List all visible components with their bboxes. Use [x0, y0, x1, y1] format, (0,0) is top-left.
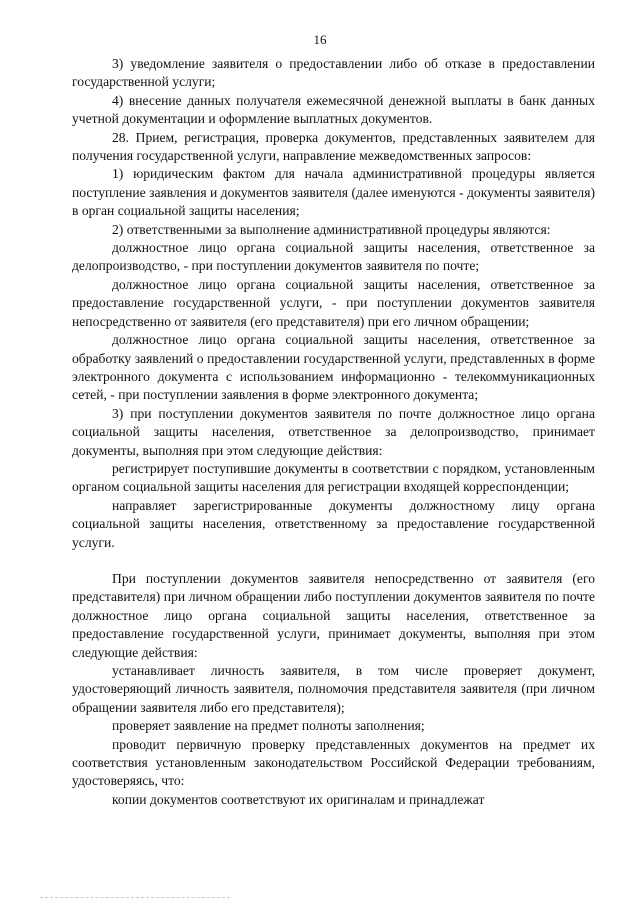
paragraph-forwards: направляет зарегистрированные документы должностному лицу органа социальной защиты населения, ответственному за предоставление государственной услуги. — [72, 497, 595, 550]
paragraph-item-3-notification: 3) уведомление заявителя о предоставлении либо об отказе в предоставлении государственной услуги; — [72, 56, 595, 90]
paragraph-personal-receipt: При поступлении документов заявителя непосредственно от заявителя (его представителя) при личном обращении либо поступлении документов заявителя по почте должностное лицо органа социальной защиты населения, ответственное за предоставление государственной услуги, принимает документы, выполняя при этом следующие действия: — [72, 570, 595, 660]
footer-divider — [40, 897, 230, 898]
paragraph-registers: регистрирует поступившие документы в соответствии с порядком, установленным органом социальной защиты населения для регистрации входящей корреспонденции; — [72, 460, 595, 495]
paragraph-official-service: должностное лицо органа социальной защиты населения, ответственное за предоставление государственной услуги, - при поступлении документов заявителя непосредственно от заявителя (его представителя) при его личном обращении; — [72, 276, 595, 329]
paragraph-clause-28: 28. Прием, регистрация, проверка документов, представленных заявителем для получения государственной услуги, направление межведомственных запросов: — [72, 129, 595, 164]
page-number: 16 — [313, 32, 327, 47]
paragraph-primary-check: проводит первичную проверку представленных документов на предмет их соответствия установленным законодательством Российской Федерации требованиям, удостоверяясь, что: — [72, 736, 595, 789]
paragraph-completeness-check: проверяет заявление на предмет полноты заполнения; — [112, 718, 425, 734]
document-body — [72, 55, 595, 809]
paragraph-legal-fact: 1) юридическим фактом для начала административной процедуры является поступление заявления и документов заявителя (далее именуются - документы заявителя) в орган социальной защиты населения; — [72, 166, 595, 219]
paragraph-official-electronic: должностное лицо органа социальной защиты населения, ответственное за обработку заявлений о предоставлении государственной услуги, представленных в форме электронного документа с использованием информационно - телекоммуникационных сетей, - при поступлении заявления в форме электронного документа; — [72, 332, 595, 403]
paragraph-copies-match: копии документов соответствуют их оригиналам и принадлежат — [112, 791, 485, 807]
paragraph-official-records: должностное лицо органа социальной защиты населения, ответственное за делопроизводство, - при поступлении документов заявителя по почте; — [72, 240, 595, 274]
paragraph-responsible-persons: 2) ответственными за выполнение административной процедуры являются: — [112, 221, 551, 237]
paragraph-item-4-data-entry: 4) внесение данных получателя ежемесячной денежной выплаты в банк данных учетной документации и оформление выплатных документов. — [72, 92, 595, 127]
paragraph-mail-receipt: 3) при поступлении документов заявителя по почте должностное лицо органа социальной защиты населения, ответственное за делопроизводство, принимает документы, выполняя при этом следующие действия: — [72, 405, 595, 458]
paragraph-identity-check: устанавливает личность заявителя, в том числе проверяет документ, удостоверяющий личность заявителя, полномочия представителя заявителя (при личном обращении заявителя либо его представителя); — [72, 663, 595, 715]
